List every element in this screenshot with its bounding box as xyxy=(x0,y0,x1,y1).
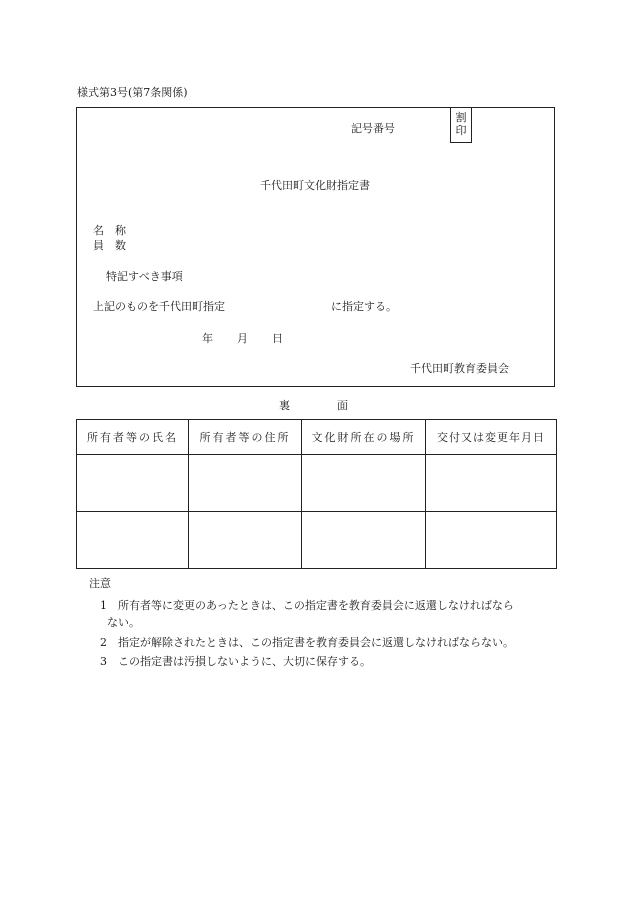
table-cell xyxy=(302,455,426,512)
table-cell xyxy=(189,512,302,569)
table-cell xyxy=(426,512,557,569)
back-label-left: 裏 xyxy=(279,399,290,412)
table-cell xyxy=(77,512,189,569)
header-owner-address: 所有者等の住所 xyxy=(189,420,302,455)
note-item-3: 3 この指定書は汚損しないように、大切に保存する。 xyxy=(100,655,371,668)
statement-prefix: 上記のものを千代田町指定 xyxy=(93,300,225,313)
certificate-title: 千代田町文化財指定書 xyxy=(260,179,370,192)
statement-suffix: に指定する。 xyxy=(331,300,397,313)
date-month: 月 xyxy=(237,332,248,345)
note-item-1: 1 所有者等に変更のあったときは、この指定書を教育委員会に返還しなければなら xyxy=(100,599,514,612)
special-notes-label: 特記すべき事項 xyxy=(106,270,183,283)
seal-char-2: 印 xyxy=(455,124,467,137)
note-item-2: 2 指定が解除されたときは、この指定書を教育委員会に返還しなければならない。 xyxy=(100,636,514,649)
table-cell xyxy=(302,512,426,569)
table-row xyxy=(77,455,557,512)
table-cell xyxy=(426,455,557,512)
certificate-front-box xyxy=(76,107,555,387)
date-year: 年 xyxy=(202,332,213,345)
seal-char-1: 割 xyxy=(455,111,467,124)
table-cell xyxy=(189,455,302,512)
seal-box xyxy=(450,107,472,143)
name-label: 名 称 xyxy=(93,224,126,237)
table-cell xyxy=(77,455,189,512)
back-table xyxy=(76,419,557,569)
back-label-right: 面 xyxy=(337,399,348,412)
note-item-1-cont: ない。 xyxy=(107,616,140,629)
table-header-row xyxy=(77,420,557,455)
table-row xyxy=(77,512,557,569)
notes-heading: 注意 xyxy=(89,577,111,590)
form-number-label: 様式第3号(第7条関係) xyxy=(77,86,188,99)
number-label: 記号番号 xyxy=(351,122,395,135)
header-owner-name: 所有者等の氏名 xyxy=(77,420,189,455)
issuer-name: 千代田町教育委員会 xyxy=(410,362,509,375)
header-location: 文化財所在の場所 xyxy=(302,420,426,455)
date-day: 日 xyxy=(272,332,283,345)
count-label: 員 数 xyxy=(93,239,126,252)
header-date: 交付又は変更年月日 xyxy=(426,420,557,455)
